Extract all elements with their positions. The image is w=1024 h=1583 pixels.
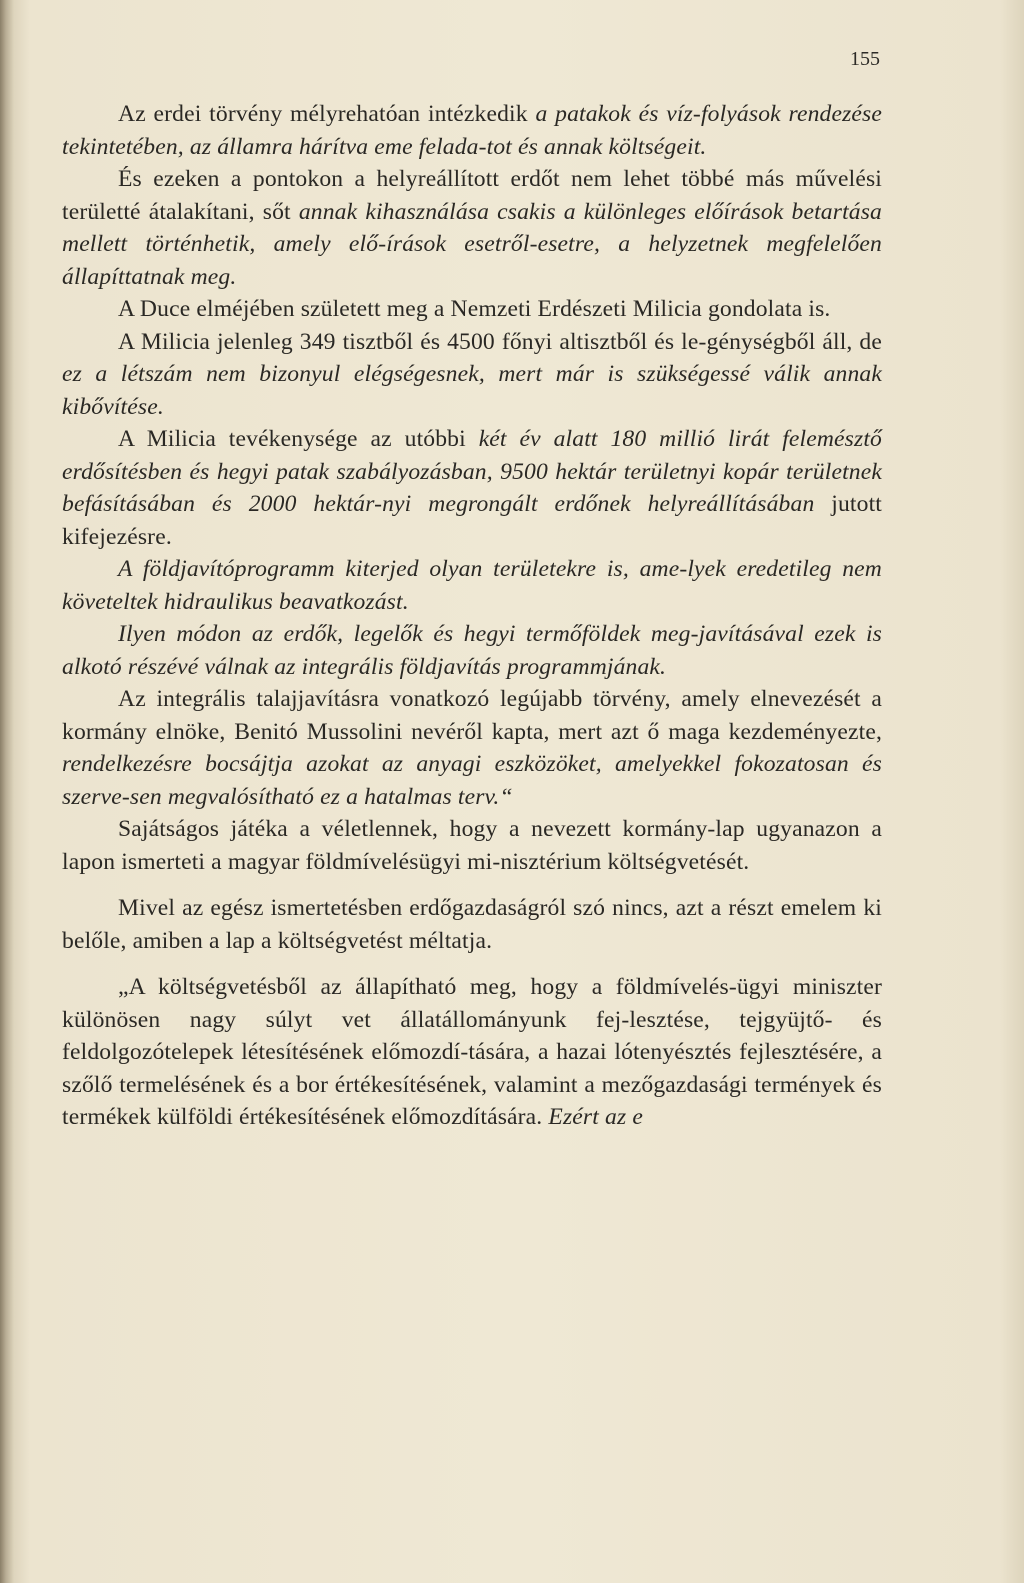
paragraph bbox=[62, 813, 882, 878]
body-text bbox=[62, 98, 882, 1134]
text-run: Az integrális talajjavításra vonatkozó legújabb törvény, amely elnevezését a kormány elnöke, Benitó Mussolini nevéről kapta, mert azt ő maga kezdeményezte, bbox=[62, 686, 882, 745]
text-run: Az erdei törvény mélyrehatóan intézkedik bbox=[118, 101, 536, 127]
paragraph bbox=[62, 98, 882, 163]
paragraph bbox=[62, 553, 882, 618]
italic-text: annak kihasználása csakis a különleges előírások betartása mellett történhetik, amely elő-írások esetről-esetre, a helyzetnek megfelelően állapíttatnak meg. bbox=[62, 198, 883, 290]
text-run: A Milicia jelenleg 349 tisztből és 4500 főnyi altisztből és le-génységből áll, de bbox=[118, 328, 882, 355]
paragraph bbox=[62, 326, 882, 424]
page-number: 155 bbox=[850, 48, 880, 70]
text-run: A Duce elméjében született meg a Nemzeti Erdészeti Milicia gondolata is. bbox=[118, 296, 831, 322]
text-run: Mivel az egész ismertetésben erdőgazdaságról szó nincs, azt a részt emelem ki belőle, amiben a lap a költségvetést méltatja. bbox=[62, 895, 882, 954]
paragraph bbox=[62, 618, 882, 683]
text-run: Sajátságos játéka a véletlennek, hogy a nevezett kormány-lap ugyanazon a lapon ismerteti a magyar földmívelésügyi mi-nisztérium költségvetését. bbox=[62, 816, 882, 875]
italic-text: a patakok és víz-folyások rendezése tekintetében, az államra hárítva eme felada-tot és annak költségeit. bbox=[62, 101, 882, 160]
paragraph bbox=[62, 293, 882, 326]
paragraph bbox=[62, 683, 882, 813]
italic-text: rendelkezésre bocsájtja azokat az anyagi eszközöket, amelyekkel fokozatosan és szerve-sen megvalósítható ez a hatalmas terv.“ bbox=[62, 751, 882, 810]
italic-text: ez a létszám nem bizonyul elégségesnek, mert már is szükségessé válik annak kibővítése. bbox=[62, 361, 882, 420]
italic-text: két év alatt 180 millió lirát felemésztő erdősítésben és hegyi patak szabályozásban, 9500 hektár területnyi kopár területnek befásításában és 2000 hektár-nyi megrongált erdőnek helyreállításában bbox=[62, 426, 882, 517]
paragraph bbox=[62, 163, 882, 293]
italic-text: Ilyen módon az erdők, legelők és hegyi termőföldek meg-javításával ezek is alkotó részévé válnak az integrális földjavítás programmjának. bbox=[62, 621, 882, 680]
paragraph bbox=[62, 971, 882, 1134]
text-run: „A költségvetésből az állapítható meg, hogy a földmívelés-ügyi miniszter különösen nagy súlyt vet állatállományunk fej-lesztése, tejgyüjtő- és feldolgozótelepek létesítésének előmozdí-tására, a hazai lótenyésztés fejlesztésére, a szőlő termelésének és a bor értékesítésének, valamint a mezőgazdasági termények és termékek külföldi értékesítésének előmozdítására. bbox=[62, 974, 882, 1130]
text-run: A Milicia tevékenysége az utóbbi bbox=[118, 426, 479, 452]
paragraph bbox=[62, 892, 882, 957]
text-run: És ezeken a pontokon a helyreállított erdőt nem lehet többé más művelési területté átalakítani, sőt bbox=[62, 166, 882, 225]
paragraph bbox=[62, 423, 882, 553]
italic-text: A földjavítóprogramm kiterjed olyan területekre is, ame-lyek eredetileg nem követeltek hidraulikus beavatkozást. bbox=[62, 556, 882, 615]
text-run: jutott kifejezésre. bbox=[62, 491, 882, 550]
italic-text: Ezért az e bbox=[548, 1104, 643, 1130]
